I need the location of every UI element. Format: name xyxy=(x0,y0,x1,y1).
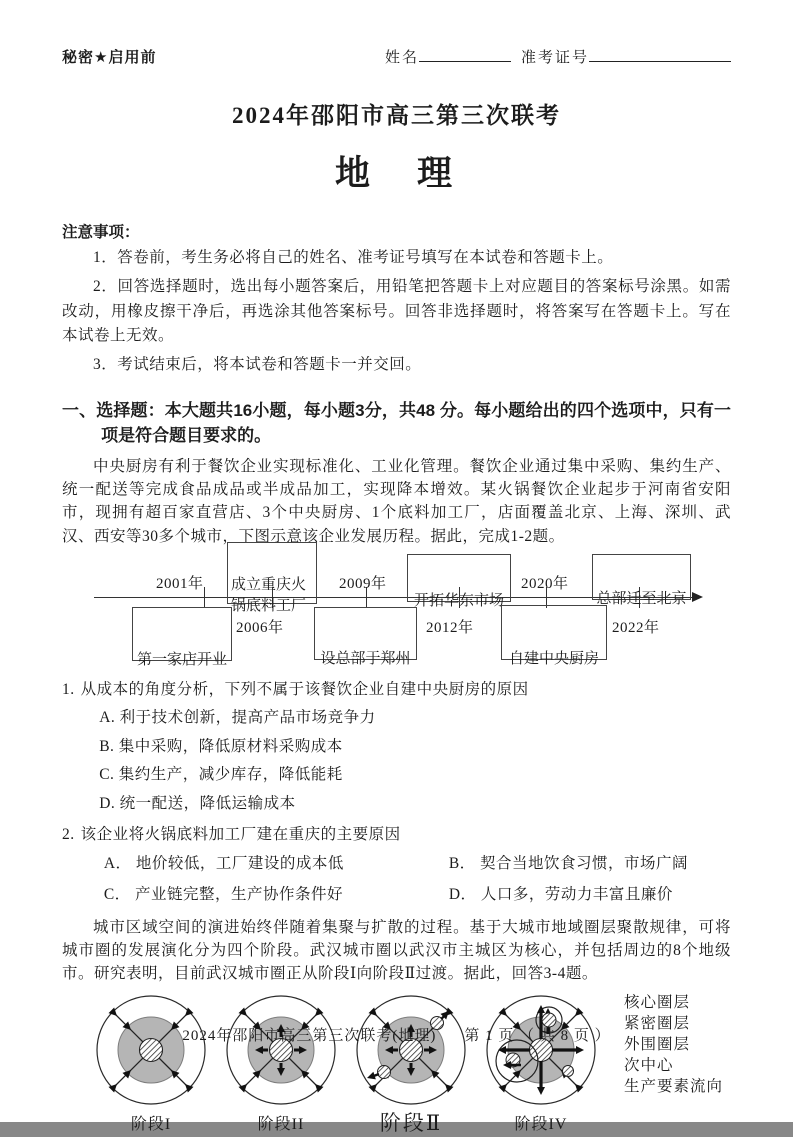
question-1-option-a: A. 利于技术创新，提高产品市场竞争力 xyxy=(99,709,376,727)
city-circle-stages-figure xyxy=(90,991,731,1137)
question-2-number: 2. xyxy=(62,826,75,844)
section-heading: 一、选择题：本大题共16小题，每小题3分，共48 分。每小题给出的四个选项中，只有一项是符合题目要求的。 xyxy=(62,400,731,446)
stage-1-diagram xyxy=(92,991,210,1109)
stage-3-diagram xyxy=(352,991,470,1109)
question-1-number: 1. xyxy=(62,680,75,698)
security-label: 秘密★启用前 xyxy=(62,49,157,66)
page-footer xyxy=(0,1024,793,1045)
legend-core-circle: 核心圈层 xyxy=(624,994,691,1012)
question-2-option-b: B． 契合当地饮食习惯，市场广阔 xyxy=(448,855,689,873)
timeline-arrow-icon xyxy=(692,592,703,602)
footer-exam-name: 2024年邵阳市高三第三次联考(地理) xyxy=(182,1028,437,1044)
stages-legend xyxy=(624,993,723,1098)
question-1-option-c: C. 集约生产，减少库存，降低能耗 xyxy=(99,766,343,784)
stage-4-label: 阶段IV xyxy=(514,1116,568,1134)
timeline-year-2009: 2009年 xyxy=(339,575,387,592)
question-2 xyxy=(62,823,731,906)
stage-2-figure xyxy=(220,991,342,1134)
stage-2-diagram xyxy=(222,991,340,1109)
timeline-year-2001: 2001年 xyxy=(156,575,204,592)
timeline-event-box-zhengzhou-hq: 设总部于郑州 xyxy=(314,607,417,660)
exam-title: 2024年邵阳市高三第三次联考 xyxy=(232,103,561,128)
notice-item-3: 3．考试结束后，将本试卷和答题卡一并交回。 xyxy=(93,356,422,374)
legend-tight-circle: 紧密圈层 xyxy=(624,1015,691,1033)
page-header xyxy=(62,46,731,67)
timeline-year-2006: 2006年 xyxy=(236,619,284,636)
question-1-option-b: B. 集中采购，降低原材料采购成本 xyxy=(99,737,343,755)
timeline-year-2022: 2022年 xyxy=(612,619,660,636)
notice-item-2: 2．回答选择题时，选出每小题答案后，用铅笔把答题卡上对应题目的答案标号涂黑。如需改动，用橡皮擦干净后，再选涂其他答案标号。回答非选择题时，将答案写在答题卡上。写在本试卷上无效。 xyxy=(62,277,731,345)
notice-heading: 注意事项： xyxy=(62,224,140,241)
stage-3-figure xyxy=(350,991,472,1137)
passage-1: 中央厨房有利于餐饮企业实现标准化、工业化管理。餐饮企业通过集中采购、集约生产、统一配送等完成食品成品或半成品加工，实现降本增效。某火锅餐饮企业起步于河南省安阳市，现拥有超百家直营店、3个中央厨房、1个底料加工厂，店面覆盖北京、上海、深圳、武汉、西安等30多个城市，下图示意该企业发展历程。据此，完成1-2题。 xyxy=(62,457,731,545)
question-2-stem: 2. 该企业将火锅底料加工厂建在重庆的主要原因 xyxy=(62,826,401,844)
notice-item-1: 1．答卷前，考生务必将自己的姓名、准考证号填写在本试卷和答题卡上。 xyxy=(93,249,614,266)
question-1-stem: 1. 从成本的角度分析，下列不属于该餐饮企业自建中央厨房的原因 xyxy=(62,680,529,698)
company-timeline-figure xyxy=(94,542,714,670)
footer-page-number: 第 1 页 （ 共 8 页 ） xyxy=(464,1028,611,1044)
student-info xyxy=(385,46,731,67)
timeline-event-box-beijing-hq: 总部迁至北京 xyxy=(592,554,691,600)
stage-2-label: 阶段II xyxy=(257,1116,305,1134)
name-label: 姓名 xyxy=(384,50,419,66)
stage-1-figure xyxy=(90,991,212,1134)
stage-4-figure xyxy=(480,991,602,1134)
legend-factor-flow: 生产要素流向 xyxy=(624,1078,724,1096)
timeline-event-box-chongqing-factory: 成立重庆火锅底料工厂 xyxy=(227,542,317,604)
timeline-year-2020: 2020年 xyxy=(521,575,569,592)
stage-1-label: 阶段I xyxy=(130,1116,172,1134)
question-1-option-d: D. 统一配送，降低运输成本 xyxy=(99,794,296,812)
timeline-tick xyxy=(204,587,205,608)
passage-2: 城市区域空间的演进始终伴随着集聚与扩散的过程。基于大城市地域圈层聚散规律，可将城市圈的发展演化分为四个阶段。武汉城市圈以武汉市主城区为核心，并包括周边的8个地级市。研究表明，目前武汉城市圈正从阶段Ⅰ向阶段Ⅱ过渡。据此，回答3-4题。 xyxy=(62,918,731,983)
question-2-option-c: C． 产业链完整，生产协作条件好 xyxy=(103,886,344,904)
legend-outer-circle: 外围圈层 xyxy=(624,1036,691,1054)
timeline-event-box-first-store: 第一家店开业 xyxy=(132,607,232,661)
exam-id-blank-line xyxy=(589,47,731,62)
name-blank-line xyxy=(419,47,511,62)
question-1-options xyxy=(99,707,731,815)
legend-sub-center: 次中心 xyxy=(624,1057,674,1075)
stage-4-diagram xyxy=(482,991,600,1109)
timeline-event-box-east-china-market: 开拓华东市场 xyxy=(407,554,511,602)
exam-id-label: 准考证号 xyxy=(520,50,589,66)
subject-title: 地 理 xyxy=(334,154,458,193)
timeline-year-2012: 2012年 xyxy=(426,619,474,636)
question-2-options xyxy=(104,853,731,905)
question-2-option-d: D． 人口多，劳动力丰富且廉价 xyxy=(448,886,673,904)
timeline-event-box-central-kitchen: 自建中央厨房 xyxy=(501,605,607,660)
question-2-option-a: A． 地价较低，工厂建设的成本低 xyxy=(103,855,344,873)
stage-3-label: 阶段Ⅱ xyxy=(379,1111,443,1136)
question-1 xyxy=(62,678,731,815)
